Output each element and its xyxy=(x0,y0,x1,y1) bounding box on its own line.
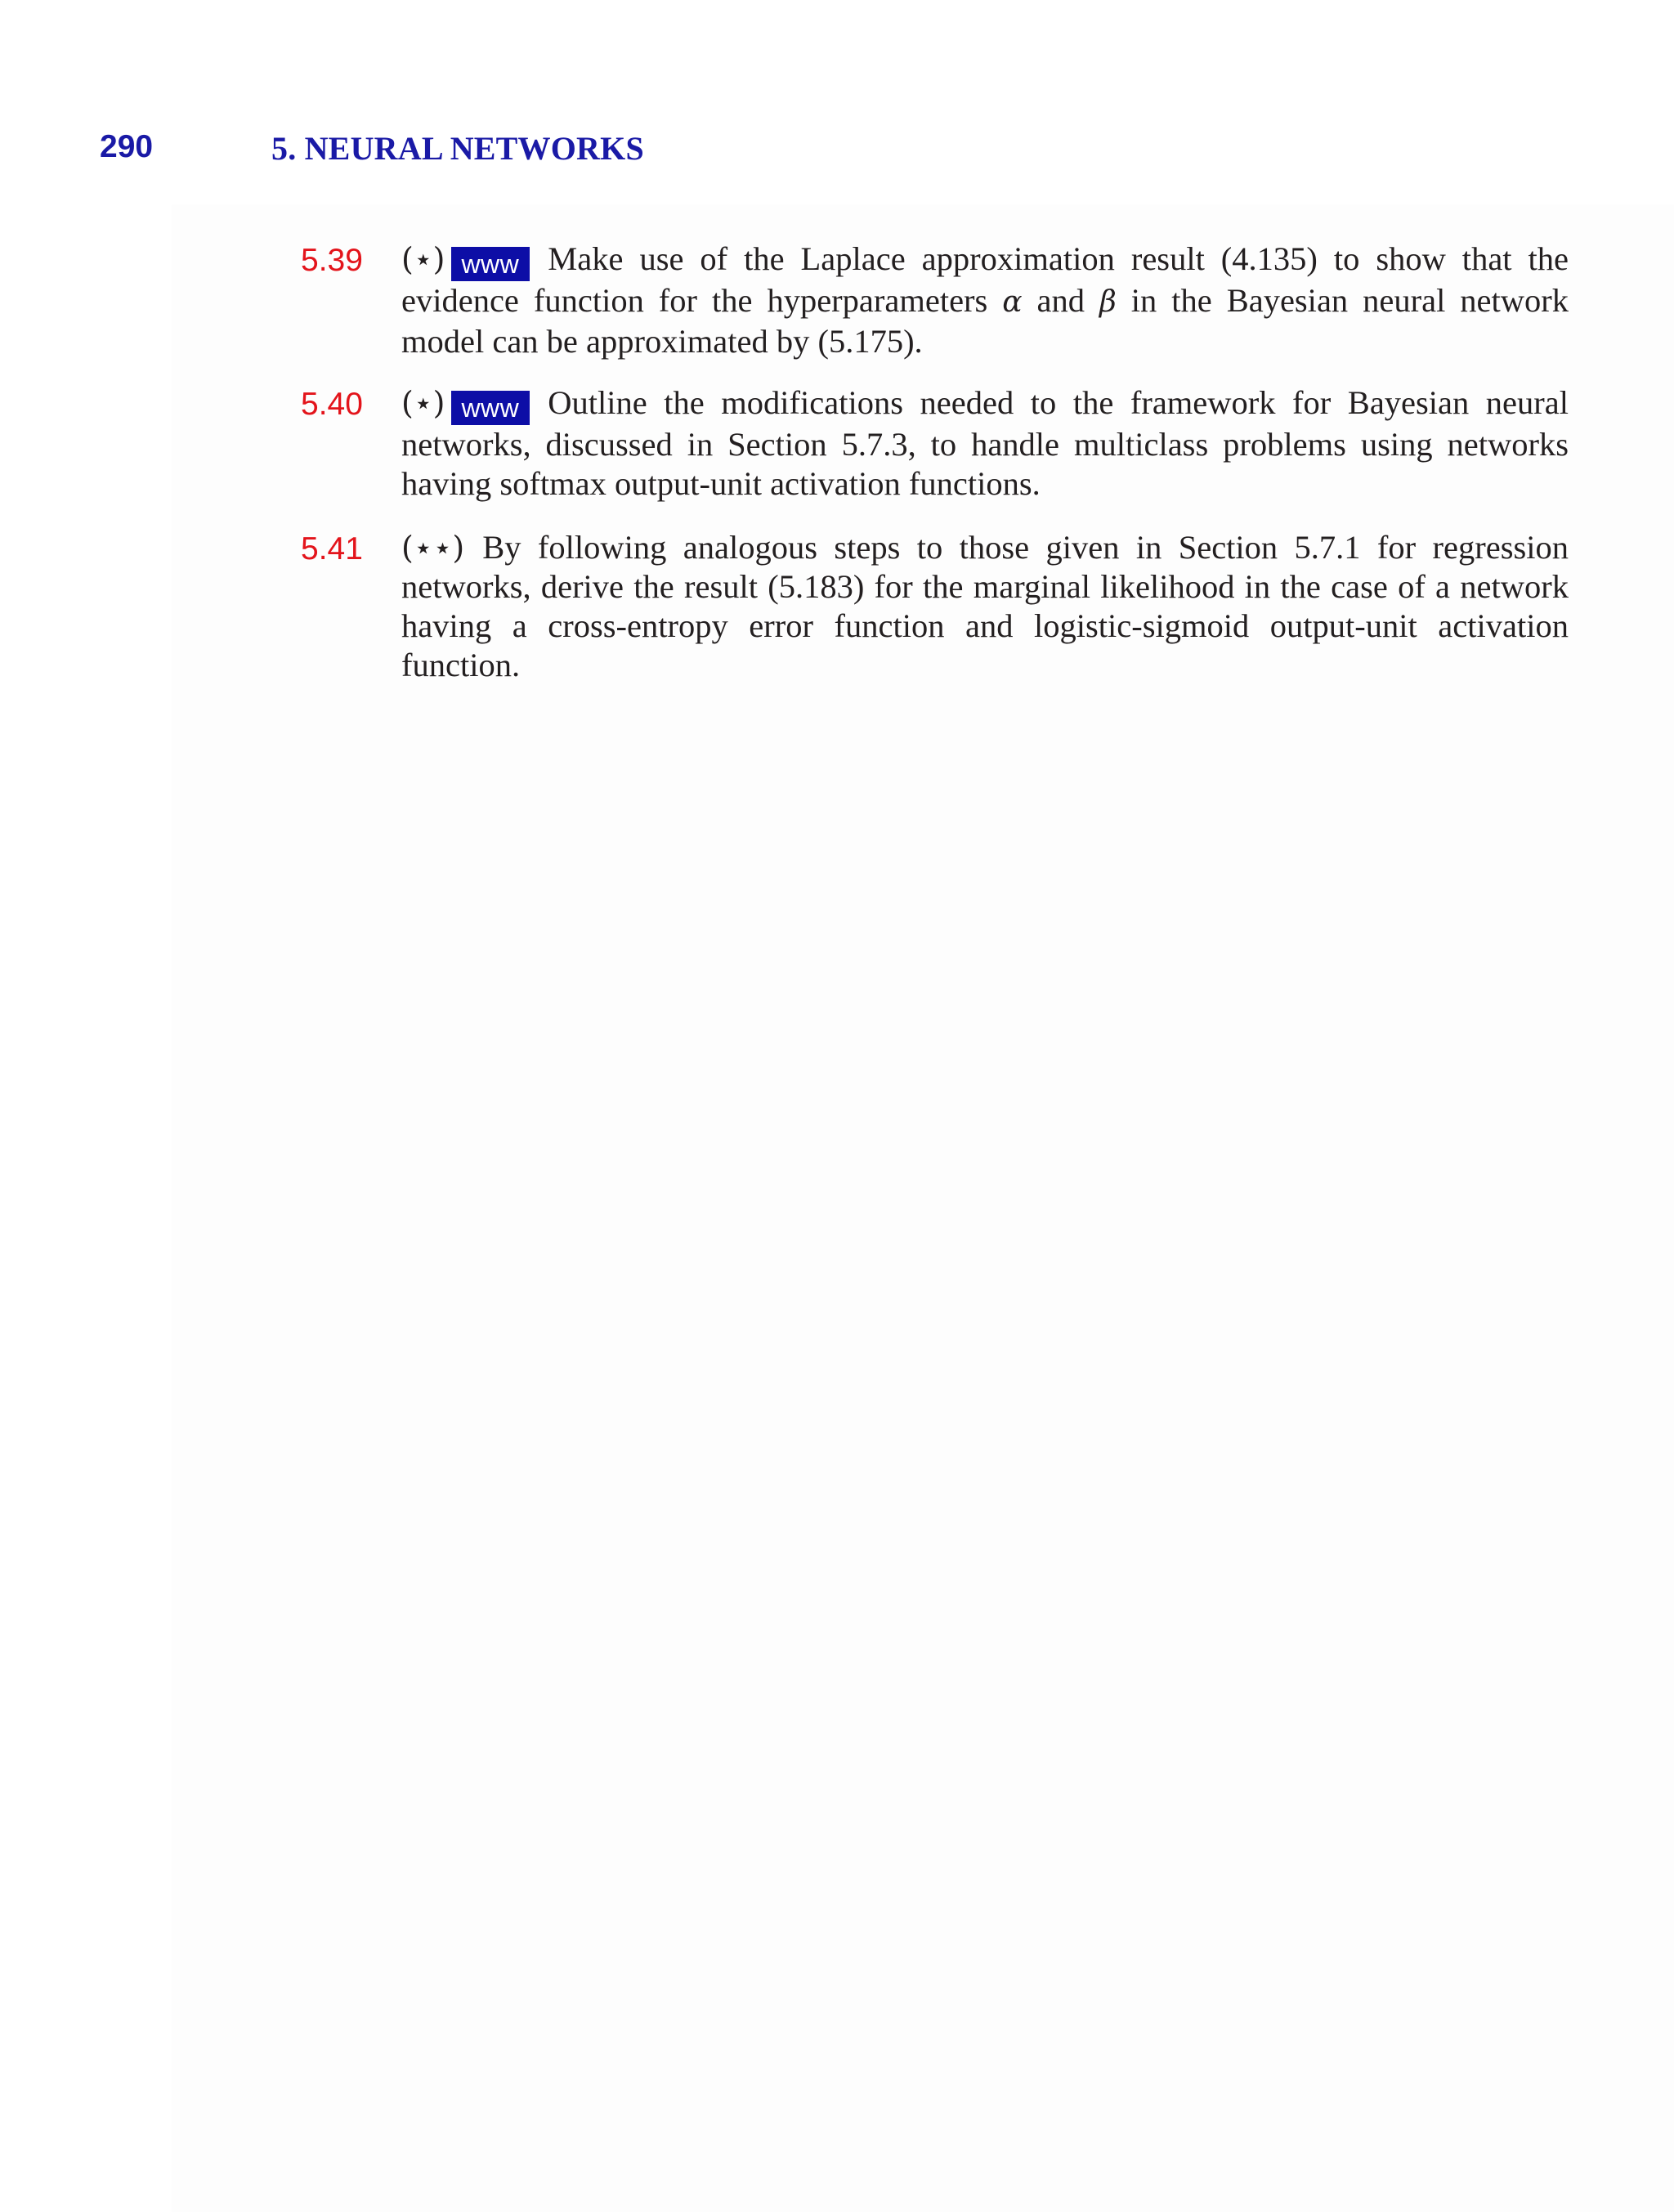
www-badge[interactable]: www xyxy=(451,247,530,281)
alpha-symbol: α xyxy=(1002,285,1023,319)
exercise-text xyxy=(401,528,1569,685)
www-badge[interactable]: www xyxy=(451,391,530,425)
exercise-body-text: By following analogous steps to those given in Section 5.7.1 for regression networks, derive the result (5.183) for the marginal likelihood in the case of a network having a cross-entropy error function and logistic-sigmoid output-unit activation function. xyxy=(401,529,1569,683)
exercise-body-text: Outline the modifications needed to the framework for Bayesian neural networks, discussed in Section 5.7.3, to handle multiclass problems using networks having softmax output-unit activation functions. xyxy=(401,384,1569,502)
difficulty-stars: (⋆⋆) xyxy=(401,530,465,566)
page-number: 290 xyxy=(100,129,154,164)
chapter-title: 5. NEURAL NETWORKS xyxy=(271,130,644,167)
difficulty-stars: (⋆) xyxy=(401,241,445,277)
exercise-text xyxy=(401,240,1569,361)
difficulty-stars: (⋆) xyxy=(401,385,445,421)
exercise-number: 5.40 xyxy=(301,387,363,422)
beta-symbol: β xyxy=(1099,285,1117,319)
page-background xyxy=(172,204,1674,2212)
exercise-text-part1: Make use of the Laplace approximation result (4.135) to show that the evidence function for the hyperparameters xyxy=(401,240,1569,319)
exercise-number: 5.39 xyxy=(301,243,363,278)
exercise-number: 5.41 xyxy=(301,531,363,566)
exercise-text-part2: and xyxy=(1022,282,1100,319)
exercise-text xyxy=(401,383,1569,504)
exercise-text-part3: in the Bayesian neural network model can be approximated by (5.175). xyxy=(401,282,1569,360)
